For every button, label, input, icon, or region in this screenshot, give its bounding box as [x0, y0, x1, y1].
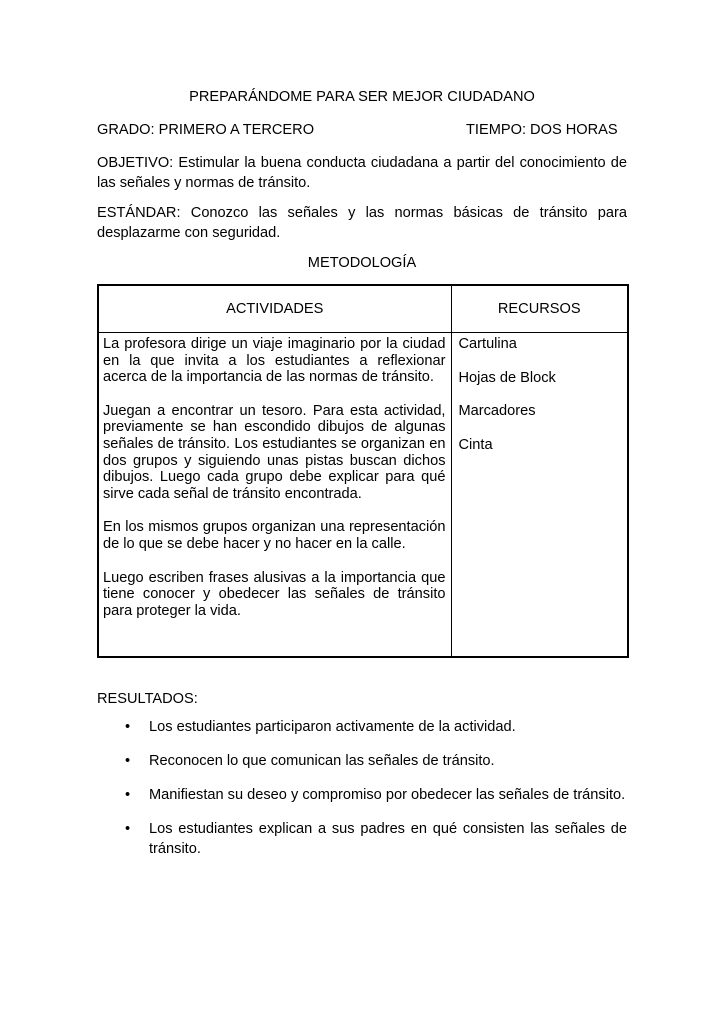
result-text: Reconocen lo que comunican las señales de tránsito. — [149, 753, 495, 769]
resource-item: Marcadores — [458, 403, 536, 420]
objective-paragraph: OBJETIVO: Estimular la buena conducta ciudadana a partir del conocimiento de las señales y normas de tránsito. — [97, 155, 627, 191]
bullet-icon: • — [125, 821, 131, 837]
resource-item: Cartulina — [458, 336, 517, 352]
table-row — [98, 333, 628, 658]
time-text: TIEMPO: DOS HORAS — [466, 122, 618, 138]
activities-header: ACTIVIDADES — [98, 285, 451, 333]
activity-paragraph: Juegan a encontrar un tesoro. Para esta actividad, previamente se han escondido dibujos de algunas señales de tránsito. Los estudiantes se organizan en dos grupos y siguiendo unas pistas buscan dichos dibujos. Luego cada grupo debe explicar para qué sirve cada señal de tránsito encontrada. — [103, 402, 446, 502]
list-item — [97, 785, 627, 805]
result-text: Manifiestan su deseo y compromiso por obedecer las señales de tránsito. — [149, 787, 626, 803]
activity-paragraph: Luego escriben frases alusivas a la importancia que tiene conocer y obedecer las señales de tránsito para proteger la vida. — [103, 569, 446, 619]
document-title: PREPARÁNDOME PARA SER MEJOR CIUDADANO — [189, 89, 535, 105]
bullet-icon: • — [125, 719, 131, 735]
resources-header: RECURSOS — [451, 285, 628, 333]
grade-time-row — [97, 120, 627, 140]
activity-paragraph: La profesora dirige un viaje imaginario por la ciudad en la que invita a los estudiantes a reflexionar acerca de la importancia de las normas de tránsito. — [103, 336, 446, 386]
methodology-table — [97, 284, 629, 658]
list-item — [97, 751, 627, 771]
list-item — [97, 717, 627, 737]
table-header-row — [98, 285, 628, 333]
result-text: Los estudiantes explican a sus padres en qué consisten las señales de tránsito. — [149, 821, 627, 857]
results-heading: RESULTADOS: — [97, 691, 198, 707]
result-text: Los estudiantes participaron activamente de la actividad. — [149, 719, 516, 735]
grade-text: GRADO: PRIMERO A TERCERO — [97, 122, 315, 138]
activities-cell — [98, 333, 451, 658]
results-list — [97, 717, 627, 873]
methodology-heading: METODOLOGÍA — [307, 255, 417, 271]
resource-item: Hojas de Block — [458, 369, 556, 386]
resource-item: Cinta — [458, 436, 493, 453]
bullet-icon: • — [125, 787, 131, 803]
activity-paragraph: En los mismos grupos organizan una representación de lo que se debe hacer y no hacer en la calle. — [103, 519, 446, 552]
bullet-icon: • — [125, 753, 131, 769]
standard-paragraph: ESTÁNDAR: Conozco las señales y las normas básicas de tránsito para desplazarme con seguridad. — [97, 205, 627, 241]
resources-cell — [451, 333, 628, 658]
list-item — [97, 819, 627, 859]
